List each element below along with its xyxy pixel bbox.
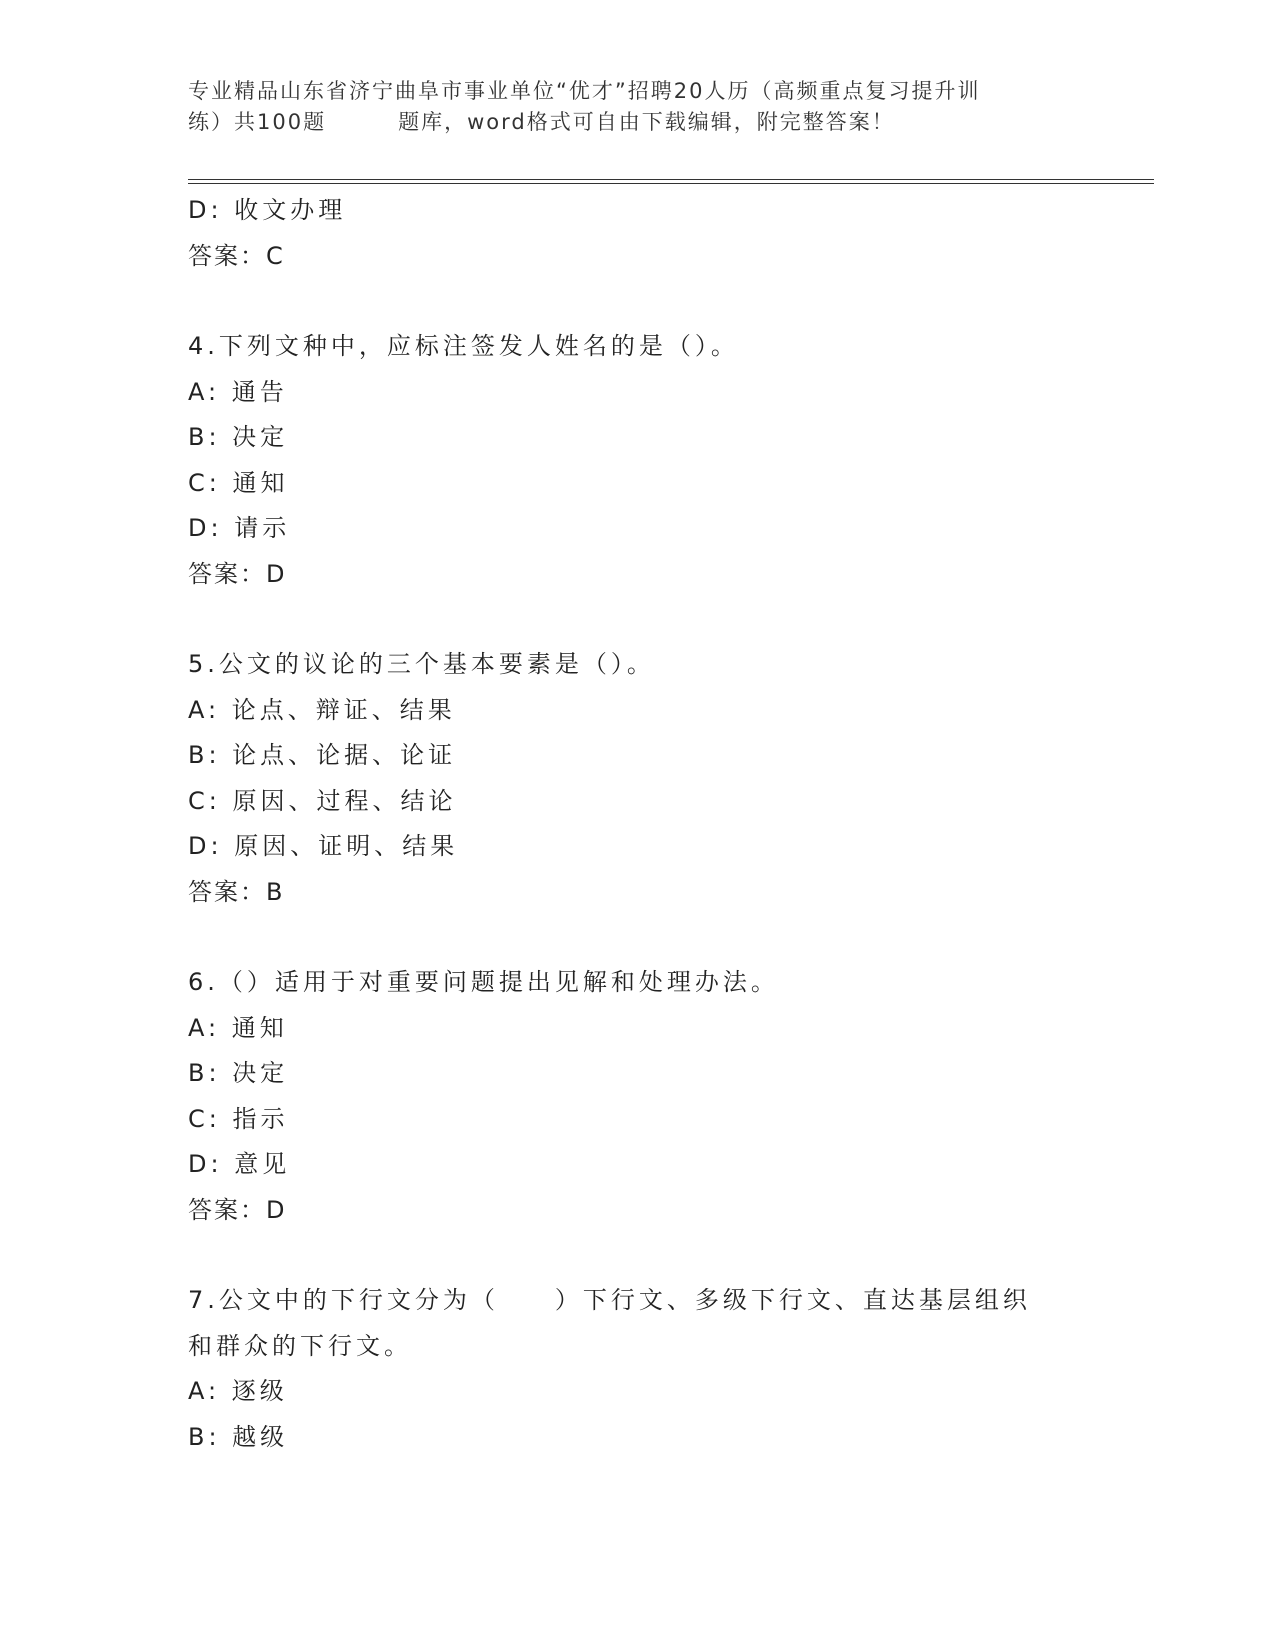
option-c: C: 指示 bbox=[188, 1104, 289, 1133]
header-divider-top bbox=[188, 179, 1154, 180]
spacer bbox=[188, 1233, 1088, 1278]
answer-line: 答案：C bbox=[188, 241, 285, 270]
option-a: A: 逐级 bbox=[188, 1377, 288, 1405]
option-d: D: 请示 bbox=[188, 514, 291, 542]
question-stem: 5.公文的议论的三个基本要素是（）。 bbox=[188, 650, 655, 678]
question-block-6 bbox=[188, 960, 1088, 1233]
answer-line: 答案：B bbox=[188, 877, 285, 906]
spacer bbox=[188, 915, 1088, 960]
header-title-line1: 专业精品山东省济宁曲阜市事业单位“优才”招聘20人历（高频重点复习提升训 bbox=[188, 79, 981, 103]
question-list bbox=[188, 188, 1088, 1460]
header-divider-bottom bbox=[188, 183, 1154, 184]
option-a: A: 通告 bbox=[188, 377, 288, 406]
question-block-4 bbox=[188, 324, 1088, 597]
option-b: B: 决定 bbox=[188, 1059, 289, 1087]
answer-line: 答案：D bbox=[188, 1195, 287, 1224]
question-block-5 bbox=[188, 642, 1088, 915]
option-a: A: 论点、辩证、结果 bbox=[188, 695, 456, 724]
question-stem: 4.下列文种中，应标注签发人姓名的是（）。 bbox=[188, 332, 739, 360]
option-c: C: 原因、过程、结论 bbox=[188, 786, 457, 815]
option-d: D: 收文办理 bbox=[188, 196, 347, 224]
question-block-3 bbox=[188, 188, 1088, 279]
option-b: B: 论点、论据、论证 bbox=[188, 741, 457, 769]
spacer bbox=[188, 279, 1088, 324]
option-b: B: 决定 bbox=[188, 423, 289, 451]
option-b: B: 越级 bbox=[188, 1422, 289, 1451]
question-stem: 6.（）适用于对重要问题提出见解和处理办法。 bbox=[188, 968, 779, 996]
question-stem-line1: 7.公文中的下行文分为（ ）下行文、多级下行文、直达基层组织 bbox=[188, 1286, 1031, 1314]
page-header bbox=[188, 76, 1088, 138]
answer-line: 答案：D bbox=[188, 559, 287, 588]
header-title-part2: 题库，word格式可自由下载编辑，附完整答案！ bbox=[398, 110, 895, 134]
question-stem-line2: 和群众的下行文。 bbox=[188, 1331, 412, 1360]
header-title-line2 bbox=[188, 107, 1088, 138]
header-title-part1: 练）共100题 bbox=[188, 110, 327, 134]
spacer bbox=[188, 597, 1088, 642]
option-d: D: 原因、证明、结果 bbox=[188, 832, 459, 860]
option-d: D: 意见 bbox=[188, 1150, 291, 1178]
option-c: C: 通知 bbox=[188, 468, 289, 497]
question-block-7 bbox=[188, 1278, 1088, 1460]
option-a: A: 通知 bbox=[188, 1013, 288, 1042]
